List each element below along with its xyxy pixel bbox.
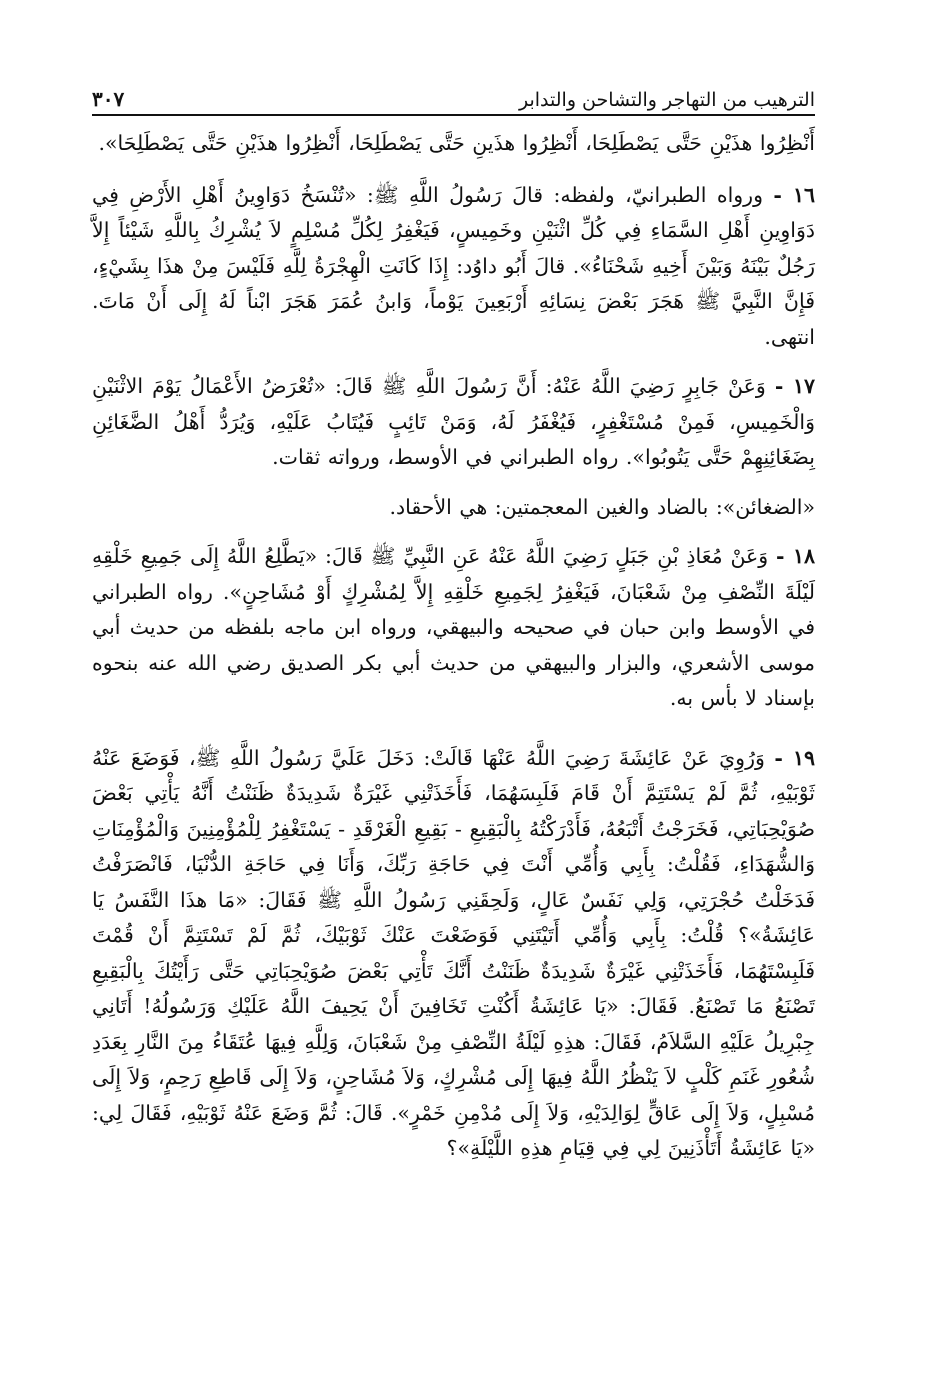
book-page — [92, 82, 815, 1181]
body-text — [92, 126, 815, 1167]
paragraph-text: وَعَنْ جَابِرٍ رَضِيَ اللَّهُ عَنْهُ: أَنَّ رَسُولَ اللَّهِ ﷺ قَالَ: «تُعْرَضُ الأَعْمَالُ يَوْمَ الاثْنَيْنِ وَالْخَمِيسِ، فَمِنْ مُسْتَغْفِرٍ، فَيُغْفَرُ لَهُ، وَمَنْ تَائِبٍ فَيُتَابُ عَلَيْهِ، وَيُرَدُّ أَهْلُ الضَّغَائِنِ بِضَغَائِنِهِمْ حَتَّى يَتُوبُوا». رواه الطبراني في الأوسط، ورواته ثقات. — [92, 374, 815, 469]
paragraph-text: أَنْظِرُوا هذَيْنِ حَتَّى يَصْطَلِحَا، أَنْظِرُوا هذَينِ حَتَّى يَصْطَلِحَا، أَنْظِرُوا هذَيْنِ حَتَّى يَصْطَلِحَا». — [98, 131, 815, 155]
hadith-number: ١٧ - — [774, 374, 815, 398]
paragraph-text: «الضغائن»: بالضاد والغين المعجمتين: هي الأحقاد. — [389, 494, 815, 519]
paragraph-hadith-17 — [92, 369, 815, 476]
page-number: ٣٠٧ — [92, 87, 130, 111]
paragraph-text: ورواه الطبرانيّ، ولفظه: قالَ رَسُولُ اللَّهِ ﷺ: «تُنْسَخُ دَوَاوِينُ أَهْلِ الأَرْضِ فِي دَوَاوِينِ أَهْلِ السَّمَاءِ فِي كُلِّ اثْنَيْنِ وخَمِيسٍ، فَيَغْفِرُ لِكُلِّ مُسْلِمٍ لاَ يُشْرِكُ بِاللَّهِ شَيْئاً إِلاَّ رَجُلٌ بَيْنَهُ وَبَيْنَ أَخِيهِ شَحْنَاءُ». قالَ أَبُو داوُد: إِذَا كَانَتِ الْهِجْرَةُ لِلَّهِ فَلَيْسَ مِنْ هذَا بِشَيْءٍ، فَإِنَّ النَّبِيَّ ﷺ هَجَرَ بَعْضَ نِسَائِهِ أَرْبَعِينَ يَوْماً، وَابنُ عُمَرَ هَجَرَ ابْناً لَهُ إِلَى أَنْ مَاتَ. انتهى. — [92, 182, 815, 349]
paragraph-continuation — [92, 126, 815, 162]
paragraph-hadith-19 — [92, 741, 815, 1167]
hadith-number: ١٦ - — [773, 182, 815, 207]
page-header — [92, 82, 815, 116]
paragraph-gloss — [92, 490, 815, 526]
paragraph-hadith-18 — [92, 539, 815, 717]
paragraph-text: وَعَنْ مُعَاذِ بْنِ جَبَلٍ رَضِيَ اللَّهُ عَنْهُ عَنِ النَّبِيِّ ﷺ قَالَ: «يَطَّلِعُ اللَّهُ إِلَى جَمِيعِ خَلْقِهِ لَيْلَةَ النِّصْفِ مِنْ شَعْبَانَ، فَيَغْفِرُ لِجَمِيعِ خَلْقِهِ إِلاَّ لِمُشْرِكٍ أَوْ مُشَاحِنٍ». رواه الطبراني في الأوسط وابن حبان في صحيحه والبيهقي، ورواه ابن ماجه بلفظه من حديث أبي موسى الأشعري، والبزار والبيهقي من حديث أبي بكر الصديق رضي الله عنه بنحوه بإسناد لا بأس به. — [92, 544, 815, 710]
running-title: الترهيب من التهاجر والتشاحن والتدابر — [511, 89, 815, 111]
paragraph-hadith-16 — [92, 178, 815, 356]
hadith-number: ١٨ - — [776, 544, 815, 568]
hadith-number: ١٩ - — [774, 745, 815, 770]
paragraph-text: وَرُوِيَ عَنْ عَائِشَةَ رَضِيَ اللَّهُ عَنْهَا قَالَتْ: دَخَلَ عَلَيَّ رَسُولُ اللَّهِ ﷺ، فَوَضَعَ عَنْهُ ثَوْبَيْهِ، ثُمَّ لَمْ يَسْتَتِمَّ أَنْ قَامَ فَلَبِسَهُمَا، فَأَخَذَتْنِي غَيْرَةٌ شَدِيدَةٌ ظَنَنْتُ أَنَّهُ يَأْتِي بَعْضَ صُوَيْحِبَاتِي، فَخَرَجْتُ أَتْبَعُهُ، فَأَدْرَكْتُهُ بِالْبَقِيعِ - بَقِيعِ الْغَرْقَدِ - يَسْتَغْفِرُ لِلْمُؤْمِنِينَ وَالْمُؤْمِنَاتِ وَالشُّهَدَاءِ، فَقُلْتُ: بِأَبِي وَأُمِّي أَنْتَ فِي حَاجَةِ رَبِّكَ، وَأَنَا فِي حَاجَةِ الدُّنْيَا، فَانْصَرَفْتُ فَدَخَلْتُ حُجْرَتِي، وَلِي نَفَسٌ عَالٍ، وَلَحِقَنِي رَسُولُ اللَّهِ ﷺ فَقَالَ: «مَا هذَا النَّفَسُ يَا عَائِشَةُ»؟ قُلْتُ: بِأَبِي وَأُمِّي أَتَيْتَنِي فَوَضَعْتَ عَنْكَ ثَوْبَيْكَ، ثُمَّ لَمْ تَسْتَتِمَّ أَنْ قُمْتَ فَلَبِسْتَهُمَا، فَأَخَذَتْنِي غَيْرَةٌ شَدِيدَةٌ ظَنَنْتُ أَنَّكَ تَأْتِي بَعْضَ صُوَيْحِبَاتِي حَتَّى رَأَيْتُكَ بِالْبَقِيعِ تَصْنَعُ مَا تَصْنَعُ. فَقَالَ: «يَا عَائِشَةُ أَكُنْتِ تَخَافِينَ أَنْ يَحِيفَ اللَّهُ عَلَيْكِ وَرَسُولُهُ! أَتَانِي جِبْرِيلُ عَلَيْهِ السَّلاَمُ، فَقَالَ: هذِهِ لَيْلَةُ النِّصْفِ مِنْ شَعْبَانَ، وَلِلَّهِ فِيهَا عُتَقَاءُ مِنَ النَّارِ بِعَدَدِ شُعُورِ غَنَمِ كَلْبٍ لاَ يَنْظُرُ اللَّهُ فِيهَا إِلَى مُشْرِكٍ، وَلاَ مُشَاحِنٍ، وَلاَ إِلَى قَاطِعِ رَحِمٍ، وَلاَ إِلَى مُسْبِلٍ، وَلاَ إِلَى عَاقٍّ لِوَالِدَيْهِ، وَلاَ إِلَى مُدْمِنِ خَمْرٍ». قَالَ: ثُمَّ وَضَعَ عَنْهُ ثَوْبَيْهِ، فَقَالَ لِي: «يَا عَائِشَةُ أَتَأْذَنِينَ لِي فِي قِيَامِ هذِهِ اللَّيْلَةِ»؟ — [92, 745, 815, 1160]
